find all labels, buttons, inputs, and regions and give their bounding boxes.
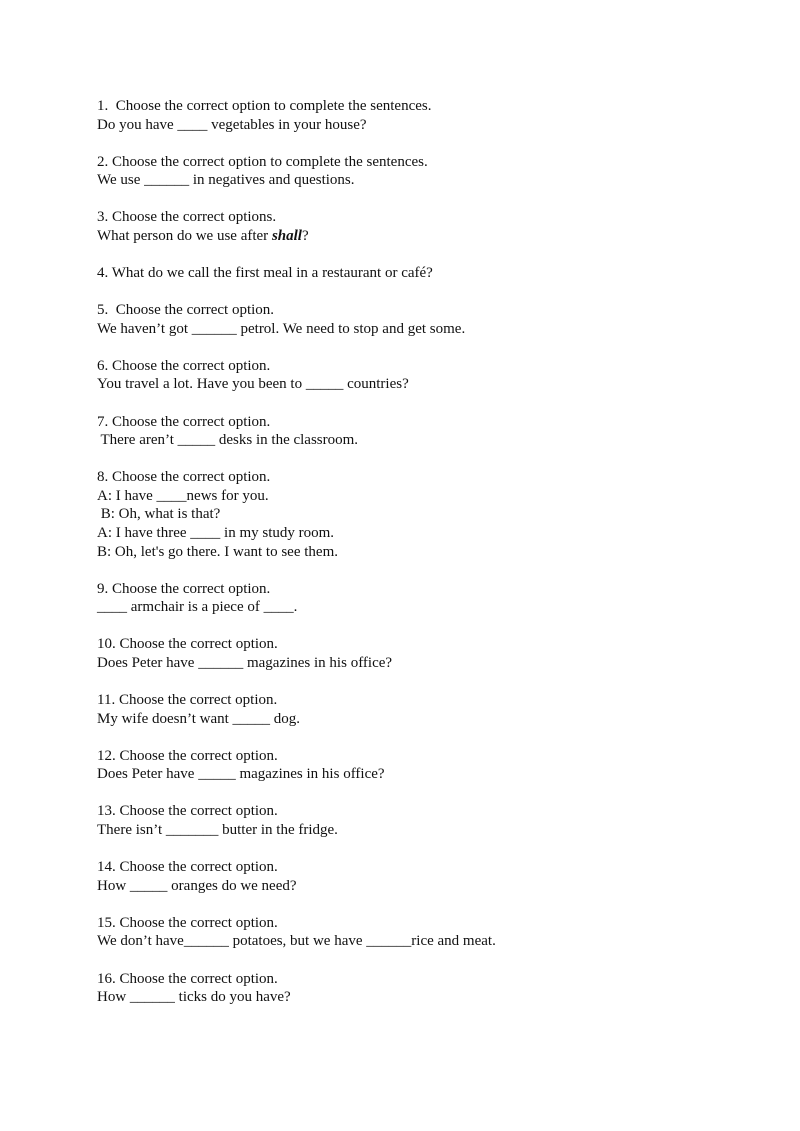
question-6	[97, 357, 757, 394]
dialogue-line: A: I have ____news for you.	[97, 487, 269, 504]
dialogue-line: A: I have three ____ in my study room.	[97, 525, 335, 541]
question-sentence: ____ armchair is a piece of ____.	[97, 599, 298, 616]
question-9	[97, 580, 757, 617]
question-sentence	[97, 227, 757, 246]
sentence-suffix: ?	[301, 227, 309, 244]
question-sentence: We don’t have______ potatoes, but we have ______rice and meat.	[97, 933, 496, 950]
question-7	[97, 413, 757, 450]
question-prompt: 2. Choose the correct option to complete the sentences.	[97, 153, 428, 170]
question-5	[97, 301, 757, 338]
question-4	[97, 264, 757, 283]
question-sentence: We haven’t got ______ petrol. We need to stop and get some.	[97, 320, 466, 337]
question-8	[97, 468, 757, 561]
worksheet	[97, 97, 757, 1025]
question-prompt: 11. Choose the correct option.	[97, 692, 278, 709]
sentence-text: What person do we use after	[97, 227, 272, 244]
question-prompt: 3. Choose the correct options.	[97, 209, 277, 226]
question-prompt: 15. Choose the correct option.	[97, 914, 278, 931]
question-14	[97, 858, 757, 895]
question-sentence: Do you have ____ vegetables in your house?	[97, 116, 367, 133]
question-prompt: 13. Choose the correct option.	[97, 803, 278, 820]
question-sentence: Does Peter have _____ magazines in his office?	[97, 766, 385, 783]
question-prompt: 10. Choose the correct option.	[97, 636, 278, 653]
question-sentence: We use ______ in negatives and questions.	[97, 172, 355, 189]
question-10	[97, 635, 757, 672]
question-prompt: 4. What do we call the first meal in a restaurant or café?	[97, 265, 433, 282]
question-prompt: 9. Choose the correct option.	[97, 580, 271, 597]
question-sentence: How ______ ticks do you have?	[97, 989, 291, 1006]
question-prompt: 12. Choose the correct option.	[97, 747, 278, 764]
question-prompt: 1. Choose the correct option to complete the sentences.	[97, 98, 432, 114]
dialogue-line: B: Oh, let's go there. I want to see them.	[97, 543, 338, 560]
question-12	[97, 747, 757, 784]
question-prompt: 5. Choose the correct option.	[97, 302, 275, 319]
question-prompt: 14. Choose the correct option.	[97, 859, 278, 876]
question-prompt: 7. Choose the correct option.	[97, 413, 271, 430]
question-15	[97, 914, 757, 951]
emphasized-word: shall	[271, 227, 302, 244]
question-3	[97, 208, 757, 245]
question-sentence: Does Peter have ______ magazines in his office?	[97, 654, 393, 671]
question-2	[97, 153, 757, 190]
question-11	[97, 691, 757, 728]
question-13	[97, 802, 757, 839]
dialogue-line: B: Oh, what is that?	[97, 506, 221, 523]
question-sentence: There aren’t _____ desks in the classroom.	[97, 432, 359, 449]
question-16	[97, 970, 757, 1007]
question-sentence: There isn’t _______ butter in the fridge.	[97, 822, 338, 839]
question-1	[97, 97, 757, 134]
question-prompt: 16. Choose the correct option.	[97, 970, 278, 987]
question-sentence: You travel a lot. Have you been to _____ countries?	[97, 376, 409, 393]
question-sentence: My wife doesn’t want _____ dog.	[97, 710, 301, 727]
question-prompt: 8. Choose the correct option.	[97, 469, 271, 486]
question-sentence: How _____ oranges do we need?	[97, 877, 297, 894]
question-prompt: 6. Choose the correct option.	[97, 357, 271, 374]
